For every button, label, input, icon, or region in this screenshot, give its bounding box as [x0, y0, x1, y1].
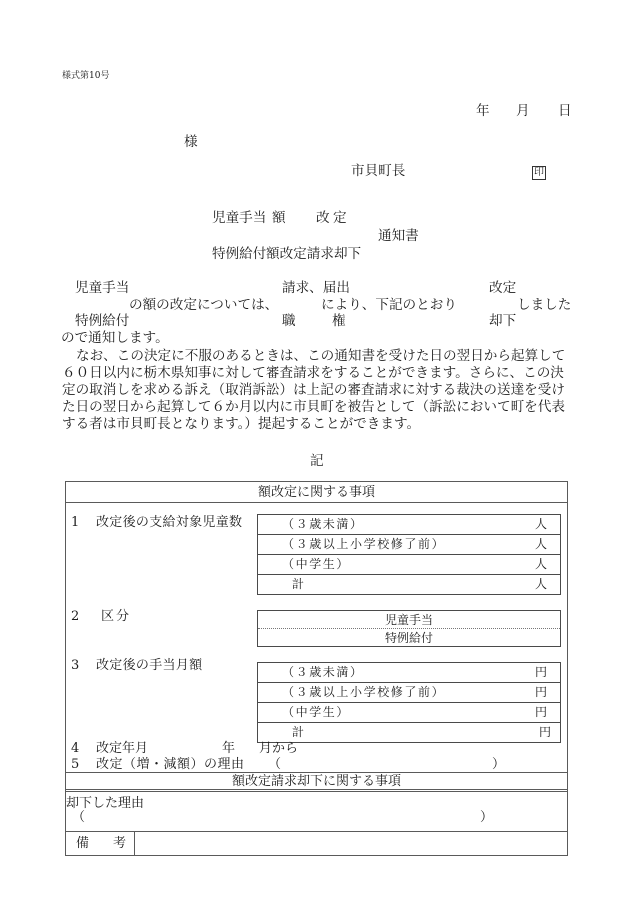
- amount-revision-header: 額改定に関する事項: [257, 484, 375, 500]
- divider: [66, 789, 567, 792]
- date-month: 月: [516, 103, 530, 119]
- item3-label: 改定後の手当月額: [96, 658, 203, 673]
- para1-text: により、下記のとおり: [321, 297, 457, 313]
- category-option: 児童手当: [258, 611, 560, 629]
- divider: [66, 502, 567, 503]
- category-box: [257, 610, 561, 647]
- form-number: 様式第10号: [62, 71, 110, 81]
- title-revise-2: 定: [333, 210, 347, 226]
- amount-row-under3: [258, 663, 560, 682]
- item1-number: 1: [71, 515, 80, 530]
- row-unit: 人: [534, 517, 547, 531]
- appeal-instructions: [62, 348, 572, 433]
- issuer-name: 市貝町長: [351, 163, 406, 179]
- para1-text: 職: [282, 313, 296, 329]
- row-label: （３歳以上小学校修了前）: [282, 537, 446, 551]
- rejection-open-paren: （: [72, 810, 86, 825]
- title-notice: 通知書: [378, 228, 419, 244]
- row-unit: 人: [534, 577, 547, 591]
- para1-text: の額の改定については、: [129, 297, 279, 313]
- row-unit: 人: [534, 557, 547, 571]
- count-row-3-to-elementary: [258, 534, 560, 554]
- row-unit: 円: [534, 705, 547, 719]
- children-count-box: [257, 514, 561, 595]
- addressee-suffix: 様: [184, 134, 198, 150]
- seal-mark: [532, 165, 546, 180]
- para1-text: 却下: [489, 313, 517, 329]
- para1-text: 特例給付: [75, 313, 130, 329]
- amount-row-junior-high: [258, 702, 560, 722]
- item2-number: 2: [71, 609, 80, 624]
- para1-text: 改定: [489, 280, 517, 296]
- appeal-line: ６０日以内に栃木県知事に対して審査請求をすることができます。さらに、この決: [62, 365, 564, 381]
- para1-text: しました: [517, 297, 572, 313]
- item5-label: 改定（増・減額）の理由: [96, 757, 245, 772]
- date-day: 日: [558, 103, 572, 119]
- monthly-amount-box: [257, 662, 561, 743]
- row-label: （３歳以上小学校修了前）: [282, 685, 446, 699]
- ki-heading: 記: [310, 453, 324, 469]
- rejection-header: 額改定請求却下に関する事項: [231, 773, 401, 789]
- row-unit: 円: [534, 665, 547, 679]
- appeal-line: た日の翌日から起算して６か月以内に市貝町を被告として（訴訟において町を代表: [62, 399, 565, 415]
- item1-label: 改定後の支給対象児童数: [96, 515, 243, 530]
- amount-row-total: [258, 722, 560, 742]
- appeal-line: する者は市貝町長となります。）提起することができます。: [62, 416, 421, 432]
- remarks-divider: [134, 832, 135, 855]
- count-row-junior-high: [258, 554, 560, 574]
- title-child-allowance: 児童手当: [212, 210, 267, 226]
- title-rejection: 額改定請求却下: [266, 246, 362, 262]
- item5-close-paren: ）: [492, 757, 506, 772]
- item2-label: 区分: [101, 609, 132, 624]
- rejection-close-paren: ）: [480, 810, 494, 825]
- row-unit: 円: [538, 725, 551, 739]
- item4-number: 4: [71, 741, 80, 756]
- para1-text: 児童手当: [75, 280, 130, 296]
- row-unit: 円: [534, 685, 547, 699]
- item4-label: 改定年月: [96, 741, 149, 756]
- amount-row-3-to-elementary: [258, 682, 560, 702]
- category-option: 特例給付: [384, 630, 433, 645]
- para1-text: ので通知します。: [61, 330, 169, 346]
- title-amount: 額: [272, 210, 286, 226]
- row-label: （３歳未満）: [282, 665, 364, 679]
- remarks-label-2: 考: [113, 836, 127, 851]
- title-special-benefit: 特例給付: [212, 246, 267, 262]
- item4-month-from: 月から: [259, 741, 299, 756]
- row-label: 計: [292, 577, 306, 591]
- row-label: 計: [292, 725, 306, 739]
- appeal-line: 定の取消しを求める訴え（取消訴訟）は上記の審査請求に対する裁決の送達を受け: [62, 382, 565, 398]
- row-label: （３歳未満）: [282, 517, 364, 531]
- count-row-total: [258, 574, 560, 594]
- para1-text: 請求、届出: [282, 280, 350, 296]
- item3-number: 3: [71, 658, 80, 673]
- item5-number: 5: [71, 757, 80, 772]
- title-revise-1: 改: [316, 210, 330, 226]
- seal-icon: 印: [534, 167, 544, 178]
- appeal-line: なお、この決定に不服のあるときは、この通知書を受けた日の翌日から起算して: [76, 348, 566, 364]
- item4-year: 年: [222, 741, 236, 756]
- rejection-reason-label: 却下した理由: [66, 796, 145, 811]
- date-year: 年: [476, 103, 490, 119]
- row-unit: 人: [534, 537, 547, 551]
- para1-text: 権: [332, 313, 346, 329]
- count-row-under3: [258, 515, 560, 534]
- divider: [66, 831, 567, 832]
- row-label: （中学生）: [282, 557, 351, 571]
- remarks-label-1: 備: [76, 836, 90, 851]
- remarks-field: [136, 833, 565, 854]
- item5-open-paren: （: [268, 757, 282, 772]
- row-label: （中学生）: [282, 705, 351, 719]
